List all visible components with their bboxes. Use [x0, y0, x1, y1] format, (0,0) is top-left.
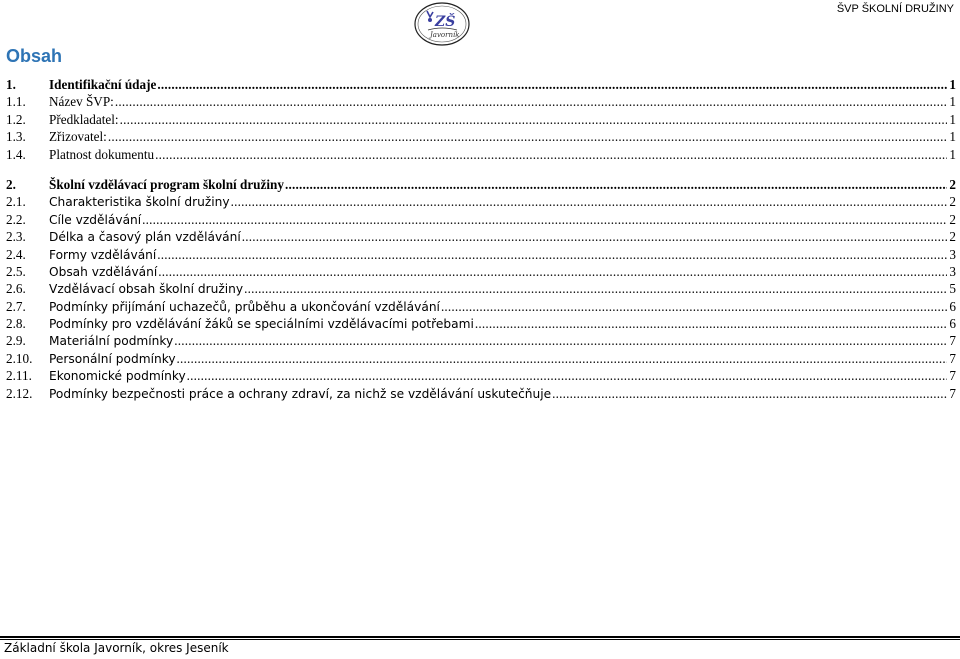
toc-entry-title: Charakteristika školní družiny — [49, 195, 230, 210]
table-of-contents — [6, 77, 956, 403]
toc-entry-number: 2.7. — [6, 298, 26, 314]
toc-entry-number: 2.9. — [6, 333, 26, 349]
toc-entry-number: 2.8. — [6, 316, 26, 332]
toc-entry-page: 7 — [949, 385, 956, 401]
toc-dot-leader — [441, 299, 947, 315]
toc-entry[interactable] — [6, 281, 956, 298]
toc-entry-number: 2.6. — [6, 281, 26, 297]
toc-entry-page: 6 — [949, 298, 956, 314]
svg-text:Javorník: Javorník — [430, 31, 460, 39]
toc-dot-leader — [231, 194, 947, 210]
toc-entry-page: 7 — [949, 333, 956, 349]
toc-entry-number: 2. — [6, 176, 16, 192]
toc-entry[interactable] — [6, 368, 956, 385]
toc-entry-title: Podmínky bezpečnosti práce a ochrany zdraví, za nichž se vzdělávání uskutečňuje — [49, 386, 552, 401]
toc-entry-title: Podmínky pro vzdělávání žáků se speciálními vzdělávacími potřebami — [49, 317, 474, 332]
toc-dot-leader — [177, 351, 947, 367]
toc-entry-title: Cíle vzdělávání — [49, 212, 142, 227]
toc-entry-title: Podmínky přijímání uchazečů, průběhu a ukončování vzdělávání — [49, 299, 440, 314]
toc-entry-number: 2.12. — [6, 385, 33, 401]
toc-entry-page: 7 — [949, 368, 956, 384]
toc-entry-page: 1 — [949, 129, 956, 145]
toc-dot-leader — [157, 247, 947, 263]
toc-entry-page: 1 — [949, 146, 956, 162]
toc-entry-page: 3 — [949, 246, 956, 262]
toc-entry-page: 2 — [949, 211, 956, 227]
toc-entry-title: Identifikační údaje — [49, 77, 157, 92]
toc-entry-page: 3 — [949, 263, 956, 279]
toc-entry-number: 2.11. — [6, 368, 32, 384]
school-logo — [413, 2, 471, 46]
toc-entry[interactable] — [6, 316, 956, 333]
toc-entry-title: Materiální podmínky — [49, 334, 174, 349]
toc-dot-leader — [115, 94, 947, 110]
header-document-title: ŠVP ŠKOLNÍ DRUŽINY — [836, 3, 954, 15]
toc-dot-leader — [120, 112, 947, 128]
toc-entry[interactable] — [6, 351, 956, 368]
toc-entry[interactable] — [6, 299, 956, 316]
toc-entry-title: Obsah vzdělávání — [49, 264, 158, 279]
toc-entry-page: 2 — [949, 176, 956, 192]
toc-entry[interactable] — [6, 194, 956, 211]
toc-entry-number: 1.2. — [6, 111, 26, 127]
toc-entry-page: 2 — [949, 229, 956, 245]
toc-entry[interactable] — [6, 112, 956, 129]
toc-dot-leader — [142, 212, 947, 228]
toc-dot-leader — [155, 147, 947, 163]
toc-entry-number: 2.2. — [6, 211, 26, 227]
toc-entry-title: Platnost dokumentu — [49, 146, 155, 162]
toc-entry[interactable] — [6, 94, 956, 111]
toc-title: Obsah — [6, 46, 63, 66]
toc-entry-title: Název ŠVP: — [49, 94, 114, 110]
toc-dot-leader — [475, 316, 947, 332]
toc-entry-title: Předkladatel: — [49, 111, 119, 127]
toc-entry-page: 2 — [949, 194, 956, 210]
toc-entry-page: 5 — [949, 281, 956, 297]
toc-entry-title: Personální podmínky — [49, 351, 176, 366]
toc-entry[interactable] — [6, 77, 956, 94]
toc-dot-leader — [242, 229, 947, 245]
toc-dot-leader — [285, 177, 947, 193]
toc-entry-title: Ekonomické podmínky — [49, 369, 186, 384]
footer-school-name: Základní škola Javorník, okres Jeseník — [4, 641, 229, 655]
toc-entry-title: Školní vzdělávací program školní družiny — [49, 176, 284, 192]
toc-entry[interactable] — [6, 264, 956, 281]
toc-entry-number: 1. — [6, 77, 16, 92]
toc-dot-leader — [158, 264, 947, 280]
toc-entry[interactable] — [6, 386, 956, 403]
svg-text:ZŠ: ZŠ — [435, 14, 456, 30]
toc-dot-leader — [552, 386, 947, 402]
toc-dot-leader — [187, 368, 947, 384]
toc-entry-number: 2.5. — [6, 263, 26, 279]
toc-entry-page: 1 — [949, 94, 956, 110]
toc-entry-title: Vzdělávací obsah školní družiny — [49, 282, 244, 297]
toc-entry-title: Formy vzdělávání — [49, 247, 157, 262]
toc-entry[interactable] — [6, 229, 956, 246]
toc-entry-page: 1 — [949, 111, 956, 127]
toc-entry-number: 2.3. — [6, 229, 26, 245]
toc-entry-page: 6 — [949, 316, 956, 332]
toc-entry-number: 2.1. — [6, 194, 26, 210]
toc-entry-number: 1.1. — [6, 94, 26, 110]
toc-entry[interactable] — [6, 247, 956, 264]
toc-entry[interactable] — [6, 147, 956, 164]
toc-dot-leader — [244, 281, 947, 297]
toc-dot-leader — [108, 129, 947, 145]
toc-entry-number: 1.3. — [6, 129, 26, 145]
toc-entry[interactable] — [6, 177, 956, 194]
toc-entry[interactable] — [6, 129, 956, 146]
toc-entry-page: 7 — [949, 350, 956, 366]
toc-entry-title: Zřizovatel: — [49, 129, 107, 145]
toc-entry[interactable] — [6, 212, 956, 229]
toc-entry-title: Délka a časový plán vzdělávání — [49, 230, 241, 245]
toc-entry-number: 2.4. — [6, 246, 26, 262]
toc-dot-leader — [174, 333, 947, 349]
toc-dot-leader — [157, 77, 947, 93]
toc-entry-number: 1.4. — [6, 146, 26, 162]
footer-divider — [0, 636, 960, 638]
footer-divider-thin — [0, 639, 960, 640]
toc-entry-page: 1 — [949, 77, 956, 92]
toc-entry-number: 2.10. — [6, 350, 33, 366]
toc-entry[interactable] — [6, 333, 956, 350]
